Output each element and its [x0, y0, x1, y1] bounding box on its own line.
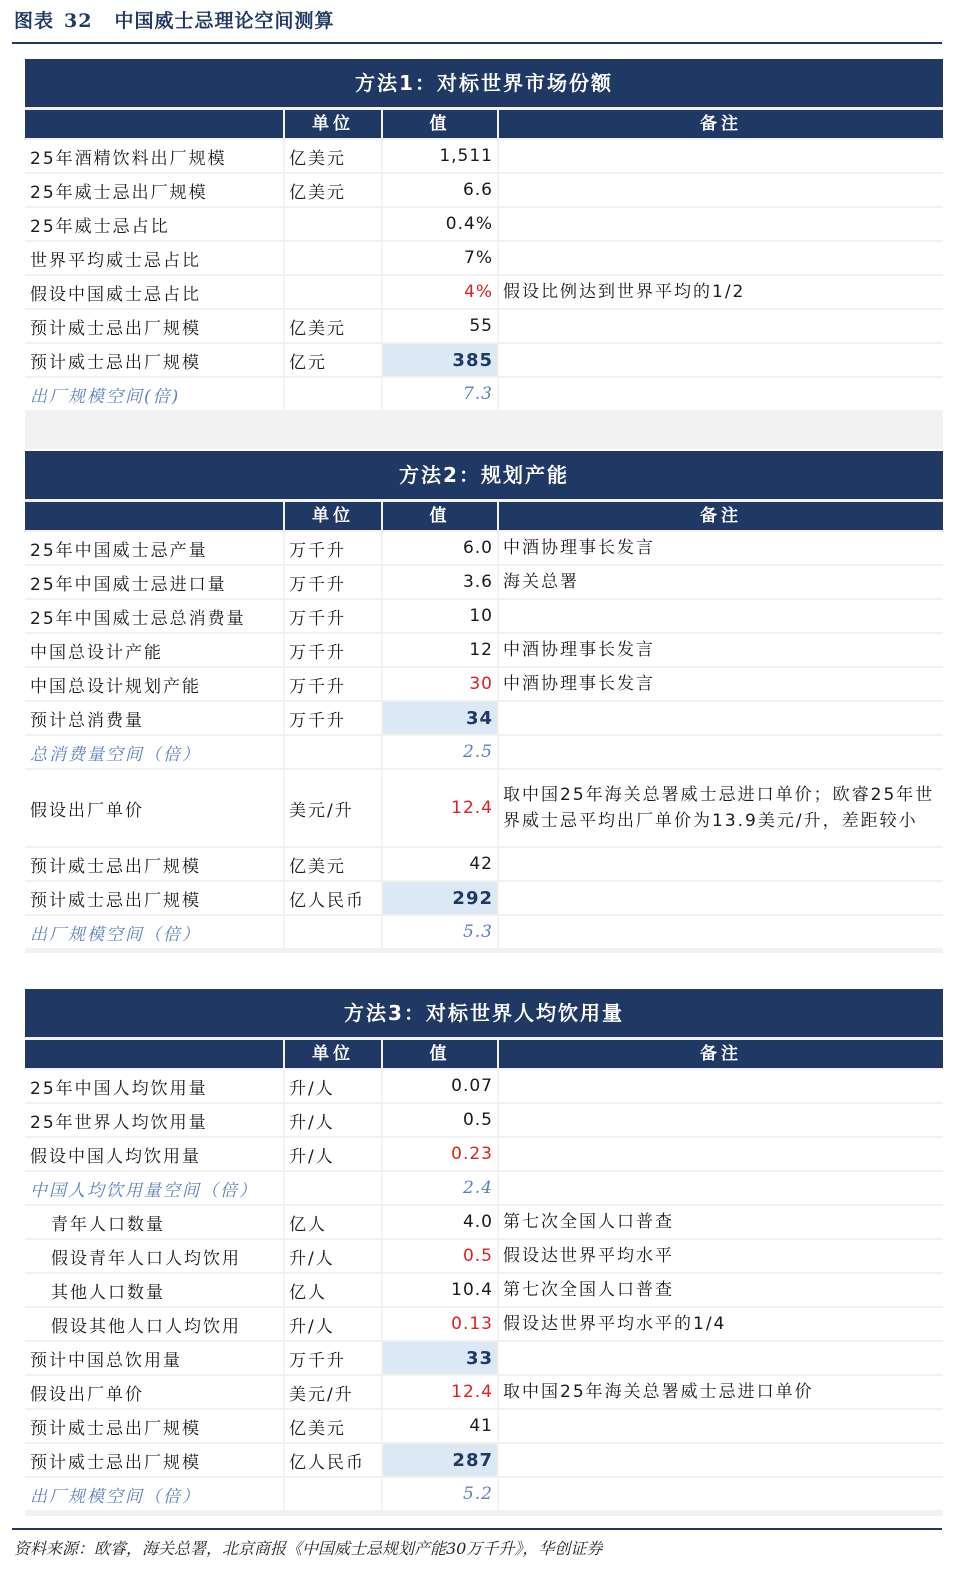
column-header-note: 备注	[499, 502, 943, 530]
row-value: 385	[383, 344, 497, 376]
row-note: 第七次全国人口普查	[499, 1274, 943, 1306]
table-row	[25, 566, 943, 598]
column-header-label	[25, 1040, 283, 1068]
row-unit: 升/人	[285, 1070, 381, 1102]
row-unit: 亿美元	[285, 848, 381, 880]
row-note	[499, 174, 943, 206]
column-header-note: 备注	[499, 1040, 943, 1068]
row-label: 25年中国人均饮用量	[25, 1070, 283, 1102]
row-note: 海关总署	[499, 566, 943, 598]
section-title: 方法3：对标世界人均饮用量	[25, 989, 943, 1037]
row-unit: 万千升	[285, 566, 381, 598]
table-row	[25, 1172, 943, 1204]
row-value: 0.5	[383, 1240, 497, 1272]
row-label: 预计威士忌出厂规模	[25, 344, 283, 376]
section-title: 方法1：对标世界市场份额	[25, 59, 943, 107]
row-unit	[285, 1478, 381, 1510]
row-value: 0.23	[383, 1138, 497, 1170]
row-label: 其他人口数量	[25, 1274, 283, 1306]
row-unit: 万千升	[285, 668, 381, 700]
row-note	[499, 1070, 943, 1102]
row-value: 5.3	[383, 916, 497, 948]
row-unit: 亿美元	[285, 310, 381, 342]
row-label: 世界平均威士忌占比	[25, 242, 283, 274]
table-row	[25, 1240, 943, 1272]
row-label: 25年中国威士忌进口量	[25, 566, 283, 598]
table-row	[25, 174, 943, 206]
row-value: 3.6	[383, 566, 497, 598]
row-note	[499, 1172, 943, 1204]
row-value: 0.07	[383, 1070, 497, 1102]
row-note	[499, 1410, 943, 1442]
row-value: 5.2	[383, 1478, 497, 1510]
table-row	[25, 1206, 943, 1238]
row-label: 预计威士忌出厂规模	[25, 882, 283, 914]
row-unit: 升/人	[285, 1308, 381, 1340]
row-note	[499, 882, 943, 914]
table-row	[25, 378, 943, 410]
row-label: 出厂规模空间（倍）	[25, 1478, 283, 1510]
row-note: 中酒协理事长发言	[499, 668, 943, 700]
table-row	[25, 848, 943, 880]
row-note	[499, 1478, 943, 1510]
row-value: 10.4	[383, 1274, 497, 1306]
row-note	[499, 1444, 943, 1476]
row-unit: 亿人	[285, 1206, 381, 1238]
table-row	[25, 1274, 943, 1306]
table-row	[25, 1444, 943, 1476]
column-header-row	[25, 110, 943, 138]
table-row	[25, 702, 943, 734]
table-row	[25, 310, 943, 342]
table-row	[25, 736, 943, 768]
row-label: 出厂规模空间（倍）	[25, 916, 283, 948]
table-row	[25, 532, 943, 564]
row-value: 41	[383, 1410, 497, 1442]
row-unit: 亿人	[285, 1274, 381, 1306]
row-note	[499, 600, 943, 632]
top-rule	[12, 42, 942, 44]
row-label: 总消费量空间（倍）	[25, 736, 283, 768]
row-label: 25年酒精饮料出厂规模	[25, 140, 283, 172]
row-value: 1,511	[383, 140, 497, 172]
table-row	[25, 208, 943, 240]
row-value: 0.5	[383, 1104, 497, 1136]
section-method-1	[25, 59, 943, 449]
row-note: 第七次全国人口普查	[499, 1206, 943, 1238]
column-header-note: 备注	[499, 110, 943, 138]
row-note	[499, 702, 943, 734]
table-row	[25, 1138, 943, 1170]
row-unit: 升/人	[285, 1104, 381, 1136]
figure-label: 图表	[14, 10, 55, 32]
row-label: 中国总设计规划产能	[25, 668, 283, 700]
row-note: 中酒协理事长发言	[499, 634, 943, 666]
row-note	[499, 1342, 943, 1374]
row-unit	[285, 736, 381, 768]
table-row	[25, 668, 943, 700]
column-header-label	[25, 110, 283, 138]
column-header-unit: 单位	[285, 1040, 381, 1068]
table-row	[25, 1342, 943, 1374]
figure-number: 32	[64, 10, 93, 32]
row-value: 12.4	[383, 770, 497, 846]
row-unit: 万千升	[285, 600, 381, 632]
row-unit	[285, 242, 381, 274]
row-label: 出厂规模空间(倍)	[25, 378, 283, 410]
row-value: 34	[383, 702, 497, 734]
row-value: 4.0	[383, 1206, 497, 1238]
row-label: 预计威士忌出厂规模	[25, 1410, 283, 1442]
table-row	[25, 140, 943, 172]
table-row	[25, 1070, 943, 1102]
column-header-value: 值	[383, 110, 497, 138]
row-value: 6.0	[383, 532, 497, 564]
row-unit	[285, 276, 381, 308]
column-header-value: 值	[383, 1040, 497, 1068]
row-label: 中国总设计产能	[25, 634, 283, 666]
table-row	[25, 1478, 943, 1510]
row-value: 10	[383, 600, 497, 632]
row-note	[499, 1138, 943, 1170]
bottom-rule	[12, 1528, 942, 1530]
row-value: 2.4	[383, 1172, 497, 1204]
row-unit: 亿人民币	[285, 1444, 381, 1476]
row-unit: 升/人	[285, 1240, 381, 1272]
row-note	[499, 242, 943, 274]
row-value: 7%	[383, 242, 497, 274]
row-note: 取中国25年海关总署威士忌进口单价；欧睿25年世界威士忌平均出厂单价为13.9美元/升，差距较小	[499, 770, 943, 846]
row-note: 假设达世界平均水平	[499, 1240, 943, 1272]
figure-title	[14, 6, 334, 33]
table-row	[25, 770, 943, 846]
row-label: 预计总消费量	[25, 702, 283, 734]
row-unit: 亿元	[285, 344, 381, 376]
row-note	[499, 736, 943, 768]
table-row	[25, 276, 943, 308]
row-unit: 万千升	[285, 634, 381, 666]
row-note: 中酒协理事长发言	[499, 532, 943, 564]
row-label: 假设其他人口人均饮用	[25, 1308, 283, 1340]
row-note	[499, 848, 943, 880]
row-value: 4%	[383, 276, 497, 308]
row-label: 预计威士忌出厂规模	[25, 1444, 283, 1476]
row-label: 青年人口数量	[25, 1206, 283, 1238]
figure-title-text: 中国威士忌理论空间测算	[114, 10, 335, 32]
source-note: 资料来源：欧睿，海关总署，北京商报《中国威士忌规划产能30万千升》，华创证券	[14, 1539, 603, 1558]
table-row	[25, 916, 943, 948]
row-value: 55	[383, 310, 497, 342]
row-note	[499, 916, 943, 948]
row-label: 25年威士忌出厂规模	[25, 174, 283, 206]
row-unit: 亿美元	[285, 1410, 381, 1442]
row-label: 假设中国人均饮用量	[25, 1138, 283, 1170]
row-unit	[285, 916, 381, 948]
table-row	[25, 1376, 943, 1408]
column-header-unit: 单位	[285, 110, 381, 138]
row-note	[499, 1104, 943, 1136]
row-note	[499, 378, 943, 410]
table-row	[25, 344, 943, 376]
row-label: 预计威士忌出厂规模	[25, 310, 283, 342]
row-value: 12.4	[383, 1376, 497, 1408]
row-unit	[285, 208, 381, 240]
row-unit: 万千升	[285, 1342, 381, 1374]
row-note: 取中国25年海关总署威士忌进口单价	[499, 1376, 943, 1408]
row-value: 12	[383, 634, 497, 666]
row-label: 假设出厂单价	[25, 1376, 283, 1408]
row-label: 假设出厂单价	[25, 770, 283, 846]
column-header-row	[25, 1040, 943, 1068]
row-label: 25年中国威士忌产量	[25, 532, 283, 564]
row-label: 预计威士忌出厂规模	[25, 848, 283, 880]
row-label: 25年中国威士忌总消费量	[25, 600, 283, 632]
row-label: 25年威士忌占比	[25, 208, 283, 240]
row-value: 33	[383, 1342, 497, 1374]
row-unit: 亿美元	[285, 140, 381, 172]
column-header-label	[25, 502, 283, 530]
row-unit	[285, 378, 381, 410]
row-value: 6.6	[383, 174, 497, 206]
column-header-row	[25, 502, 943, 530]
table-row	[25, 1308, 943, 1340]
row-value: 42	[383, 848, 497, 880]
row-label: 预计中国总饮用量	[25, 1342, 283, 1374]
row-note	[499, 310, 943, 342]
table-row	[25, 882, 943, 914]
row-value: 0.4%	[383, 208, 497, 240]
row-note	[499, 208, 943, 240]
row-unit: 升/人	[285, 1138, 381, 1170]
row-unit: 美元/升	[285, 1376, 381, 1408]
table-row	[25, 242, 943, 274]
row-value: 7.3	[383, 378, 497, 410]
table-row	[25, 634, 943, 666]
column-header-value: 值	[383, 502, 497, 530]
section-method-2	[25, 451, 943, 953]
row-value: 0.13	[383, 1308, 497, 1340]
row-note: 假设达世界平均水平的1/4	[499, 1308, 943, 1340]
row-unit: 美元/升	[285, 770, 381, 846]
row-note: 假设比例达到世界平均的1/2	[499, 276, 943, 308]
column-header-unit: 单位	[285, 502, 381, 530]
table-row	[25, 600, 943, 632]
section-method-3	[25, 989, 943, 1516]
row-value: 30	[383, 668, 497, 700]
row-label: 假设青年人口人均饮用	[25, 1240, 283, 1272]
table-row	[25, 1410, 943, 1442]
row-unit: 万千升	[285, 532, 381, 564]
row-note	[499, 344, 943, 376]
row-label: 25年世界人均饮用量	[25, 1104, 283, 1136]
row-label: 中国人均饮用量空间（倍）	[25, 1172, 283, 1204]
row-unit: 亿美元	[285, 174, 381, 206]
row-unit: 亿人民币	[285, 882, 381, 914]
row-value: 2.5	[383, 736, 497, 768]
table-row	[25, 1104, 943, 1136]
section-title: 方法2：规划产能	[25, 451, 943, 499]
row-unit	[285, 1172, 381, 1204]
row-label: 假设中国威士忌占比	[25, 276, 283, 308]
row-value: 287	[383, 1444, 497, 1476]
row-note	[499, 140, 943, 172]
row-unit: 万千升	[285, 702, 381, 734]
row-value: 292	[383, 882, 497, 914]
